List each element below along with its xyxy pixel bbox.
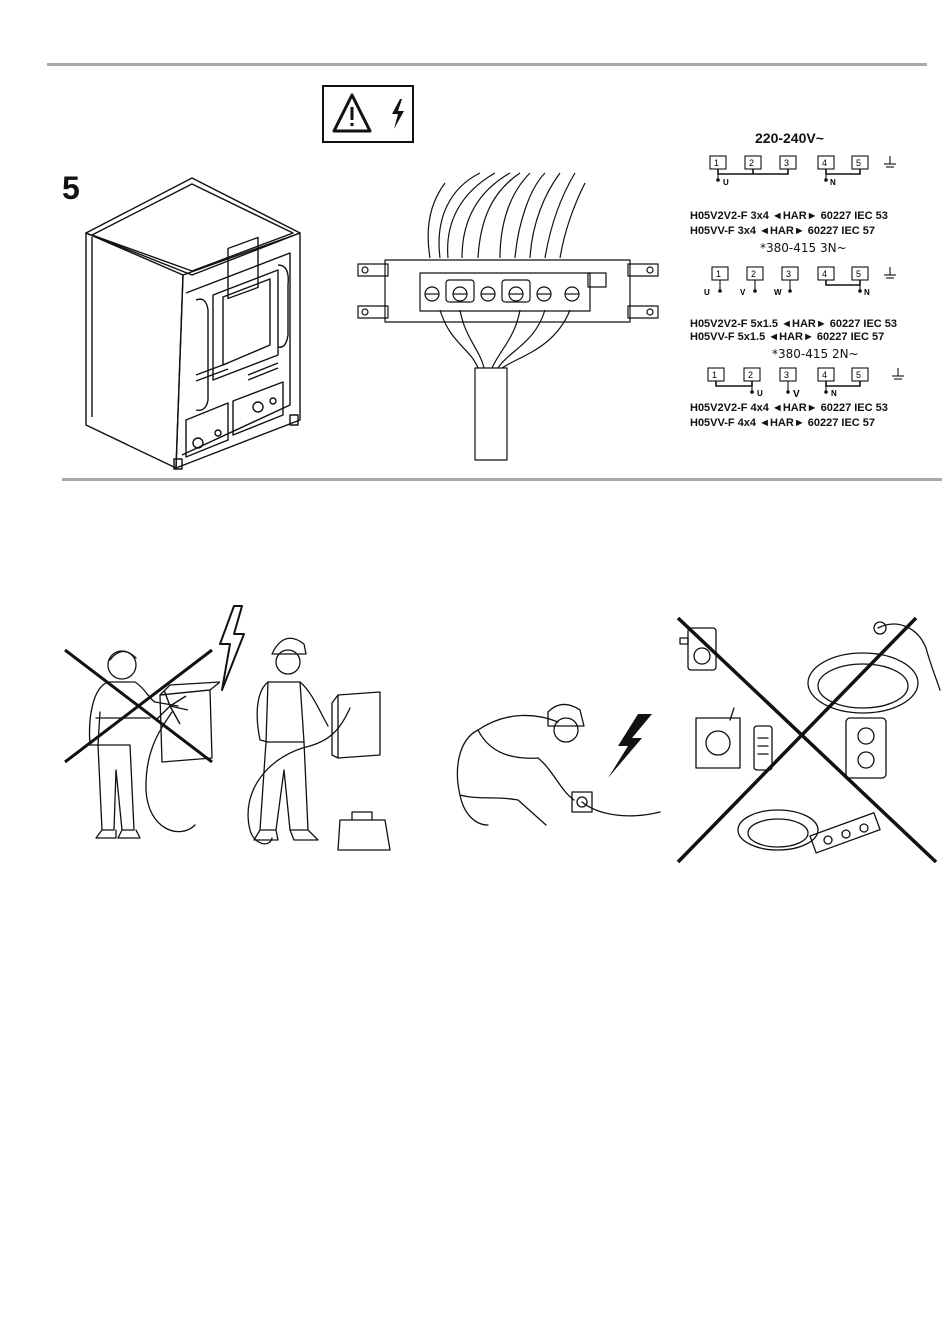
warning-box (322, 85, 414, 143)
cable-spec: H05V2V2-F 5x1.5 ◄HAR► 60227 IEC 53 (690, 318, 898, 330)
terminal-3: 3 (784, 158, 790, 168)
appliance-rear-illustration (78, 175, 303, 475)
terminal-4: 4 (822, 158, 828, 168)
warning-triangle-icon (334, 95, 370, 131)
incorrect-diy-wiring-illustration (60, 640, 220, 850)
terminal-5: 5 (856, 370, 862, 380)
cable-spec: H05V2V2-F 3x4 ◄HAR► 60227 IEC 53 (690, 210, 888, 222)
cable-spec: H05VV-F 5x1.5 ◄HAR► 60227 IEC 57 (690, 331, 885, 343)
terminal-1: 1 (712, 370, 718, 380)
terminal-1: 1 (716, 269, 722, 279)
terminal-4: 4 (822, 269, 828, 279)
earth-ground-icon (884, 267, 896, 278)
terminal-diagram-1 (700, 152, 940, 188)
terminal-3: 3 (784, 370, 790, 380)
terminal-diagram-3 (700, 366, 940, 402)
earth-ground-icon (892, 368, 904, 379)
phase-label: V (793, 389, 800, 400)
step-number: 5 (62, 170, 80, 206)
socket-installation-illustration (448, 700, 663, 835)
phase-label: N (830, 178, 836, 187)
cross-out-icon (678, 618, 936, 862)
cable-spec: H05V2V2-F 4x4 ◄HAR► 60227 IEC 53 (690, 402, 888, 414)
phase-label: V (740, 288, 746, 297)
phase-label: U (757, 389, 763, 398)
prohibited-adapters-illustration (668, 608, 943, 870)
terminal-2: 2 (749, 158, 755, 168)
multi-socket-icon (846, 718, 886, 778)
timer-icon (696, 708, 740, 768)
phase-label: U (704, 288, 710, 297)
electrician-illustration (230, 630, 395, 855)
terminal-5: 5 (856, 269, 862, 279)
extension-cord-icon (808, 622, 940, 713)
terminal-4: 4 (822, 370, 828, 380)
bottom-rule (62, 478, 942, 481)
phase-label: N (831, 389, 837, 398)
config-heading: *380-415 2N~ (772, 347, 859, 361)
top-rule (47, 63, 927, 66)
phase-label: U (723, 178, 729, 187)
cable-spec: H05VV-F 3x4 ◄HAR► 60227 IEC 57 (690, 225, 876, 237)
config-heading: *380-415 3N~ (760, 241, 847, 255)
terminal-1: 1 (714, 158, 720, 168)
lightning-bolt-icon (608, 714, 652, 778)
terminal-block-illustration (350, 168, 668, 463)
terminal-3: 3 (786, 269, 792, 279)
lightning-icon (392, 99, 404, 129)
terminal-diagram-2 (700, 265, 940, 301)
terminal-2: 2 (751, 269, 757, 279)
voltage-title: 220-240V~ (755, 130, 824, 146)
cable-spec: H05VV-F 4x4 ◄HAR► 60227 IEC 57 (690, 417, 876, 429)
earth-ground-icon (884, 156, 896, 167)
terminal-2: 2 (748, 370, 754, 380)
remote-control-icon (754, 726, 772, 770)
phase-label: W (774, 288, 782, 297)
terminal-5: 5 (856, 158, 862, 168)
cross-out-icon (65, 650, 212, 762)
phase-label: N (864, 288, 870, 297)
plug-icon (738, 810, 880, 853)
